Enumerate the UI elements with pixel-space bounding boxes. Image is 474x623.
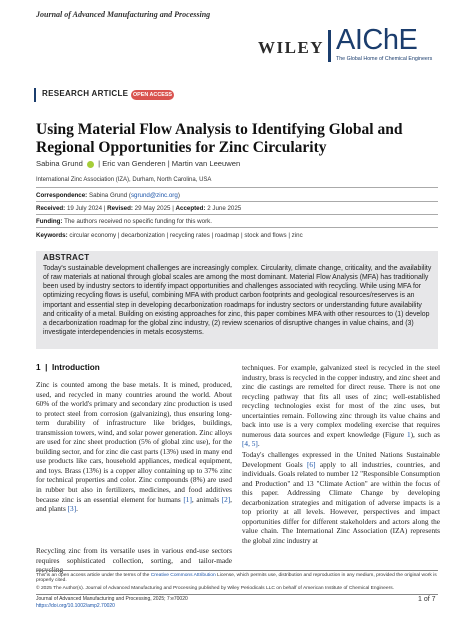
revised-date: 29 May 2025 [134,205,171,212]
intro-paragraph-4 [242,450,440,545]
body-text: . [257,439,260,449]
keywords-label: Keywords: [36,232,68,239]
citation-link[interactable]: [6] [307,459,316,469]
body-text: Today's challenges expressed in the United Nations Sustainable Development Goals [242,450,440,469]
citation-link[interactable]: [3] [67,504,77,514]
citation-link[interactable]: [1] [183,494,192,504]
author-name[interactable]: Sabina Grund [36,159,83,168]
funding [36,218,212,225]
correspondence [36,192,180,199]
funding-text: The authors received no specific funding for this work. [64,218,212,225]
body-text: , animals [191,494,222,504]
journal-name: Journal of Advanced Manufacturing and Processing [36,10,211,19]
abstract-heading: ABSTRACT [43,253,90,262]
logo-divider [328,30,331,62]
open-access-badge[interactable]: OPEN ACCESS [132,92,173,98]
article-type-marker [34,88,36,102]
body-text: techniques. For example, galvanized steel is recycled in the steel industry, brass is recycled in the copper industry, and zinc sheet and zinc die castings are remelted for direct reuse. There is not one recycling pathway that fits all uses of zinc; well-established recycling technologies exist for most of the zinc uses, but uncertainties remain. Following zinc through its value chains and back into use is a very complex modeling exercise that requires numerous data sources and expert knowledge (Figure [242,363,440,439]
footer-divider [36,594,438,595]
section-separator: | [42,363,50,372]
license-note [36,573,438,583]
received-date: 19 July 2024 [66,205,103,212]
section-title: Introduction [51,363,100,372]
orcid-icon[interactable] [87,161,94,168]
section-number: 1 [36,363,41,372]
citation-link[interactable]: [4, 5] [242,439,258,449]
publisher-logo: WILEY [258,38,325,57]
author-name[interactable]: Eric van Genderen [102,159,166,168]
body-text: ), such as [410,429,440,439]
accepted-label: Accepted: [175,205,206,212]
email-link[interactable]: sgrund@zinc.org [130,192,178,199]
author-separator: | [167,159,170,168]
doi-link[interactable]: https://doi.org/10.1002/amp2.70020 [36,603,115,609]
license-text: This is an open access article under the terms of the [36,573,151,578]
footnote-divider [36,570,438,571]
body-text: apply to all industries, countries, and individuals. Goals related to number 12 "Responsible Consumption and Production" and 13 "Climate Action" are within the focus of this paper. Addressing Climate Change by developing decarbonization strategies and mitigation of adverse impacts is a top priority at all levels. However, perspectives and impact opportunities differ for different stakeholders and actors along the value chain. The International Zinc Association (IZA) represents the global zinc industry at [242,459,440,545]
divider [36,201,438,202]
accepted-date: 2 June 2025 [207,205,242,212]
received-label: Received: [36,205,66,212]
body-text: . [76,504,78,514]
body-text: , and plants [36,494,232,514]
license-text: License, which permits use, distribution and reproduction in any medium, provided the original work is properly cited. [36,573,437,583]
article-title: Using Material Flow Analysis to Identifying Global and Regional Opportunities for Zinc Circularity [36,121,403,156]
intro-paragraph-1 [36,380,232,514]
keywords [36,232,303,239]
divider [36,214,438,215]
society-tagline: The Global Home of Chemical Engineers [336,56,433,62]
section-heading [36,363,100,372]
figure-link[interactable]: 1 [406,429,411,439]
keywords-text: circular economy | decarbonization | recycling rates | roadmap | stock and flows | zinc [69,232,303,239]
intro-paragraph-2: Recycling zinc from its versatile uses in various end-use sectors requires sophisticated collection, sorting, and tailor-made recycling [36,546,232,575]
article-type: RESEARCH ARTICLE [42,89,129,98]
page-number: 1 of 7 [418,596,436,603]
abstract-text: Today's sustainable development challenges are increasingly complex. Circularity, climate change, criticality, and the availability of raw materials at national through global scales are among the most dominant. Material Flow Analysis (MFA) has traditionally been used by industry sectors to identify impact opportunities and challenges associated with recycling. While using MFA for optimizing recycling flows is useful, combining MFA with product carbon footprints and geological resources/reserves is an important and essential step in developing decarbonization roadmaps for industry sectors or understanding future availability and criticality of a metal. Building on existing approaches for zinc, this paper combines MFA with other resources to (1) develop a decarbonization roadmap for the global zinc industry, (2) review scenarios of disruptive changes in value chains, and (3) investigate interdependencies in metals ecosystems. [43,265,432,337]
affiliation: International Zinc Association (IZA), Durham, North Carolina, USA [36,177,212,183]
author-separator: | [98,159,101,168]
citation-line: Journal of Advanced Manufacturing and Processing, 2025; 7:e70020 [36,596,188,602]
dates [36,205,241,212]
citation-link[interactable]: [2] [221,494,231,504]
license-link[interactable]: Creative Commons Attribution [150,573,216,578]
date-separator: | [172,205,174,212]
society-logo: AIChE [336,24,418,56]
author-name[interactable]: Martin van Leeuwen [171,159,241,168]
divider [36,187,438,188]
body-text: Zinc is counted among the base metals. It is mined, produced, used, and recycled in many countries around the world. About 60% of the world's primary and secondary zinc production is used to protect steel from corrosion (galvanizing), thus ensuring long-term durability of infrastructure like bridges, buildings, transmission towers, wind, and solar power generation. Zinc alloys are used for zinc sheet production (5% of global zinc use), for the building sector, and for zinc die cast parts (13%) used in many end use products like cars, household appliances, medical equipment, and toys. Brass (13%) is a copper alloy containing up to 37% zinc for technical properties and color. Zinc compounds (8%) are used in rubber but also in fertilizers, medicines, and food additives because zinc is an essential element for humans [36,380,232,504]
author-list [36,159,240,168]
correspondence-label: Correspondence: [36,192,88,199]
correspondence-name: Sabina Grund ( [88,192,131,199]
date-separator: | [103,205,106,212]
correspondence-end: ) [177,192,180,199]
revised-label: Revised: [107,205,133,212]
divider [36,227,438,228]
funding-label: Funding: [36,218,63,225]
copyright: © 2025 The Author(s). Journal of Advanced Manufacturing and Processing published by Wiley Periodicals LLC on behalf of American Institute of Chemical Engineers. [36,586,395,591]
intro-paragraph-3 [242,363,440,449]
